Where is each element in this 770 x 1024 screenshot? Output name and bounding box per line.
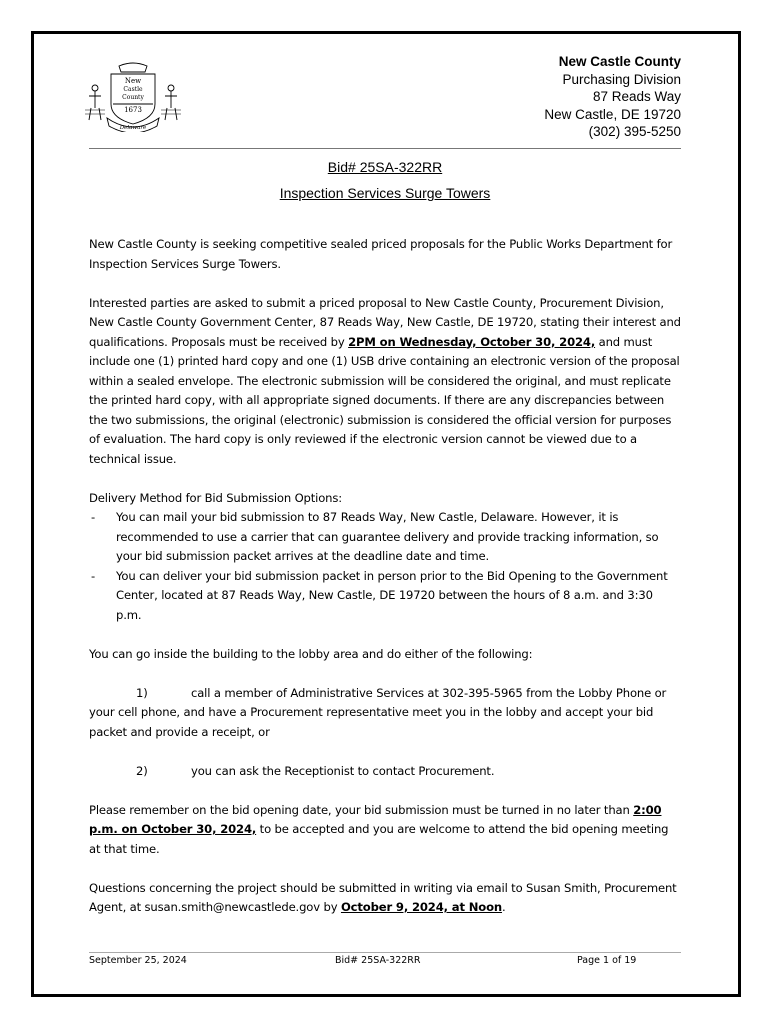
delivery-options-list xyxy=(89,508,681,625)
option-1-number: 1) xyxy=(136,685,148,700)
seal-year: 1673 xyxy=(124,106,142,114)
reminder-text-a: Please remember on the bid opening date, your bid submission must be turned in no later than xyxy=(89,802,634,817)
city-state-zip: New Castle, DE 19720 xyxy=(544,106,681,122)
document-body xyxy=(89,235,681,918)
division-name: Purchasing Division xyxy=(562,71,681,87)
header-divider xyxy=(89,148,681,149)
option-1 xyxy=(89,684,681,743)
footer-page-number: Page 1 of 19 xyxy=(577,955,637,966)
seal-text-county: County xyxy=(122,94,144,101)
project-title: Inspection Services Surge Towers xyxy=(279,185,491,201)
option-2-number: 2) xyxy=(136,763,148,778)
reminder-text-b: to be accepted and you are welcome to attend the bid opening meeting at that time. xyxy=(89,822,669,856)
delivery-heading: Delivery Method for Bid Submission Options: xyxy=(89,490,343,505)
seal-text-castle: Castle xyxy=(123,86,143,93)
questions-text-b: . xyxy=(502,900,506,914)
reminder-paragraph xyxy=(89,801,681,860)
footer-divider xyxy=(89,952,681,953)
bid-number-title: Bid# 25SA-322RR xyxy=(327,159,443,175)
street-address: 87 Reads Way xyxy=(592,89,681,104)
seal-text-new: New xyxy=(124,77,142,85)
footer-bid-number: Bid# 25SA-322RR xyxy=(335,955,421,966)
delivery-option-in-person: - You can deliver your bid submission packet in person prior to the Bid Opening to the Government Center, located at 87 Reads Way, New Castle, DE 19720 between the hours of 8 a.m. and 3:30 p.m. xyxy=(89,567,681,626)
org-name: New Castle County xyxy=(558,54,681,69)
county-seal-logo xyxy=(79,60,187,132)
delivery-option-mail: - You can mail your bid submission to 87 Reads Way, New Castle, Delaware. However, it is recommended to use a carrier that can guarantee delivery and provide tracking information, so your bid submission packet arrives at the deadline date and time. xyxy=(89,508,681,567)
proposal-deadline: 2PM on Wednesday, October 30, 2024, xyxy=(348,334,596,349)
questions-paragraph xyxy=(89,879,681,918)
footer-date: September 25, 2024 xyxy=(89,955,187,966)
county-address-block xyxy=(544,53,681,141)
seal-ribbon-text: Delaware xyxy=(119,125,147,131)
questions-text-a: Questions concerning the project should be submitted in writing via email to Susan Smith, Procurement Agent, at susan.smith@newcastlede.gov by xyxy=(89,880,677,914)
phone-number: (302) 395-5250 xyxy=(588,124,681,139)
lobby-intro: You can go inside the building to the lobby area and do either of the following: xyxy=(89,646,533,661)
submission-text-b: and must include one (1) printed hard copy and one (1) USB drive containing an electronic version of the proposal within a sealed envelope. The electronic submission will be considered the original, and must replicate the printed hard copy, with all appropriate signed documents. If there are any discrepancies between the two submissions, the original (electronic) submission is considered the official version for purposes of evaluation. The hard copy is only reviewed if the electronic version cannot be viewed due to a technical issue. xyxy=(89,334,680,466)
intro-paragraph: New Castle County is seeking competitive sealed priced proposals for the Public Works Department for Inspection Services Surge Towers. xyxy=(89,237,673,271)
submission-paragraph xyxy=(89,294,681,470)
submission-deadline: 2:00 p.m. on October 30, 2024, xyxy=(89,802,662,836)
option-1-text: call a member of Administrative Services at 302-395-5965 from the Lobby Phone or your cell phone, and have a Procurement representative meet you in the lobby and accept your bid packet and provide a receipt, or xyxy=(89,685,667,739)
option-2-text: you can ask the Receptionist to contact Procurement. xyxy=(191,763,495,778)
submission-text-a: Interested parties are asked to submit a priced proposal to New Castle County, Procurement Division, New Castle County Government Center, 87 Reads Way, New Castle, DE 19720, stating their interest and qualifications. Proposals must be received by xyxy=(89,295,681,349)
questions-deadline: October 9, 2024, at Noon xyxy=(340,900,503,914)
option-2 xyxy=(89,762,681,782)
